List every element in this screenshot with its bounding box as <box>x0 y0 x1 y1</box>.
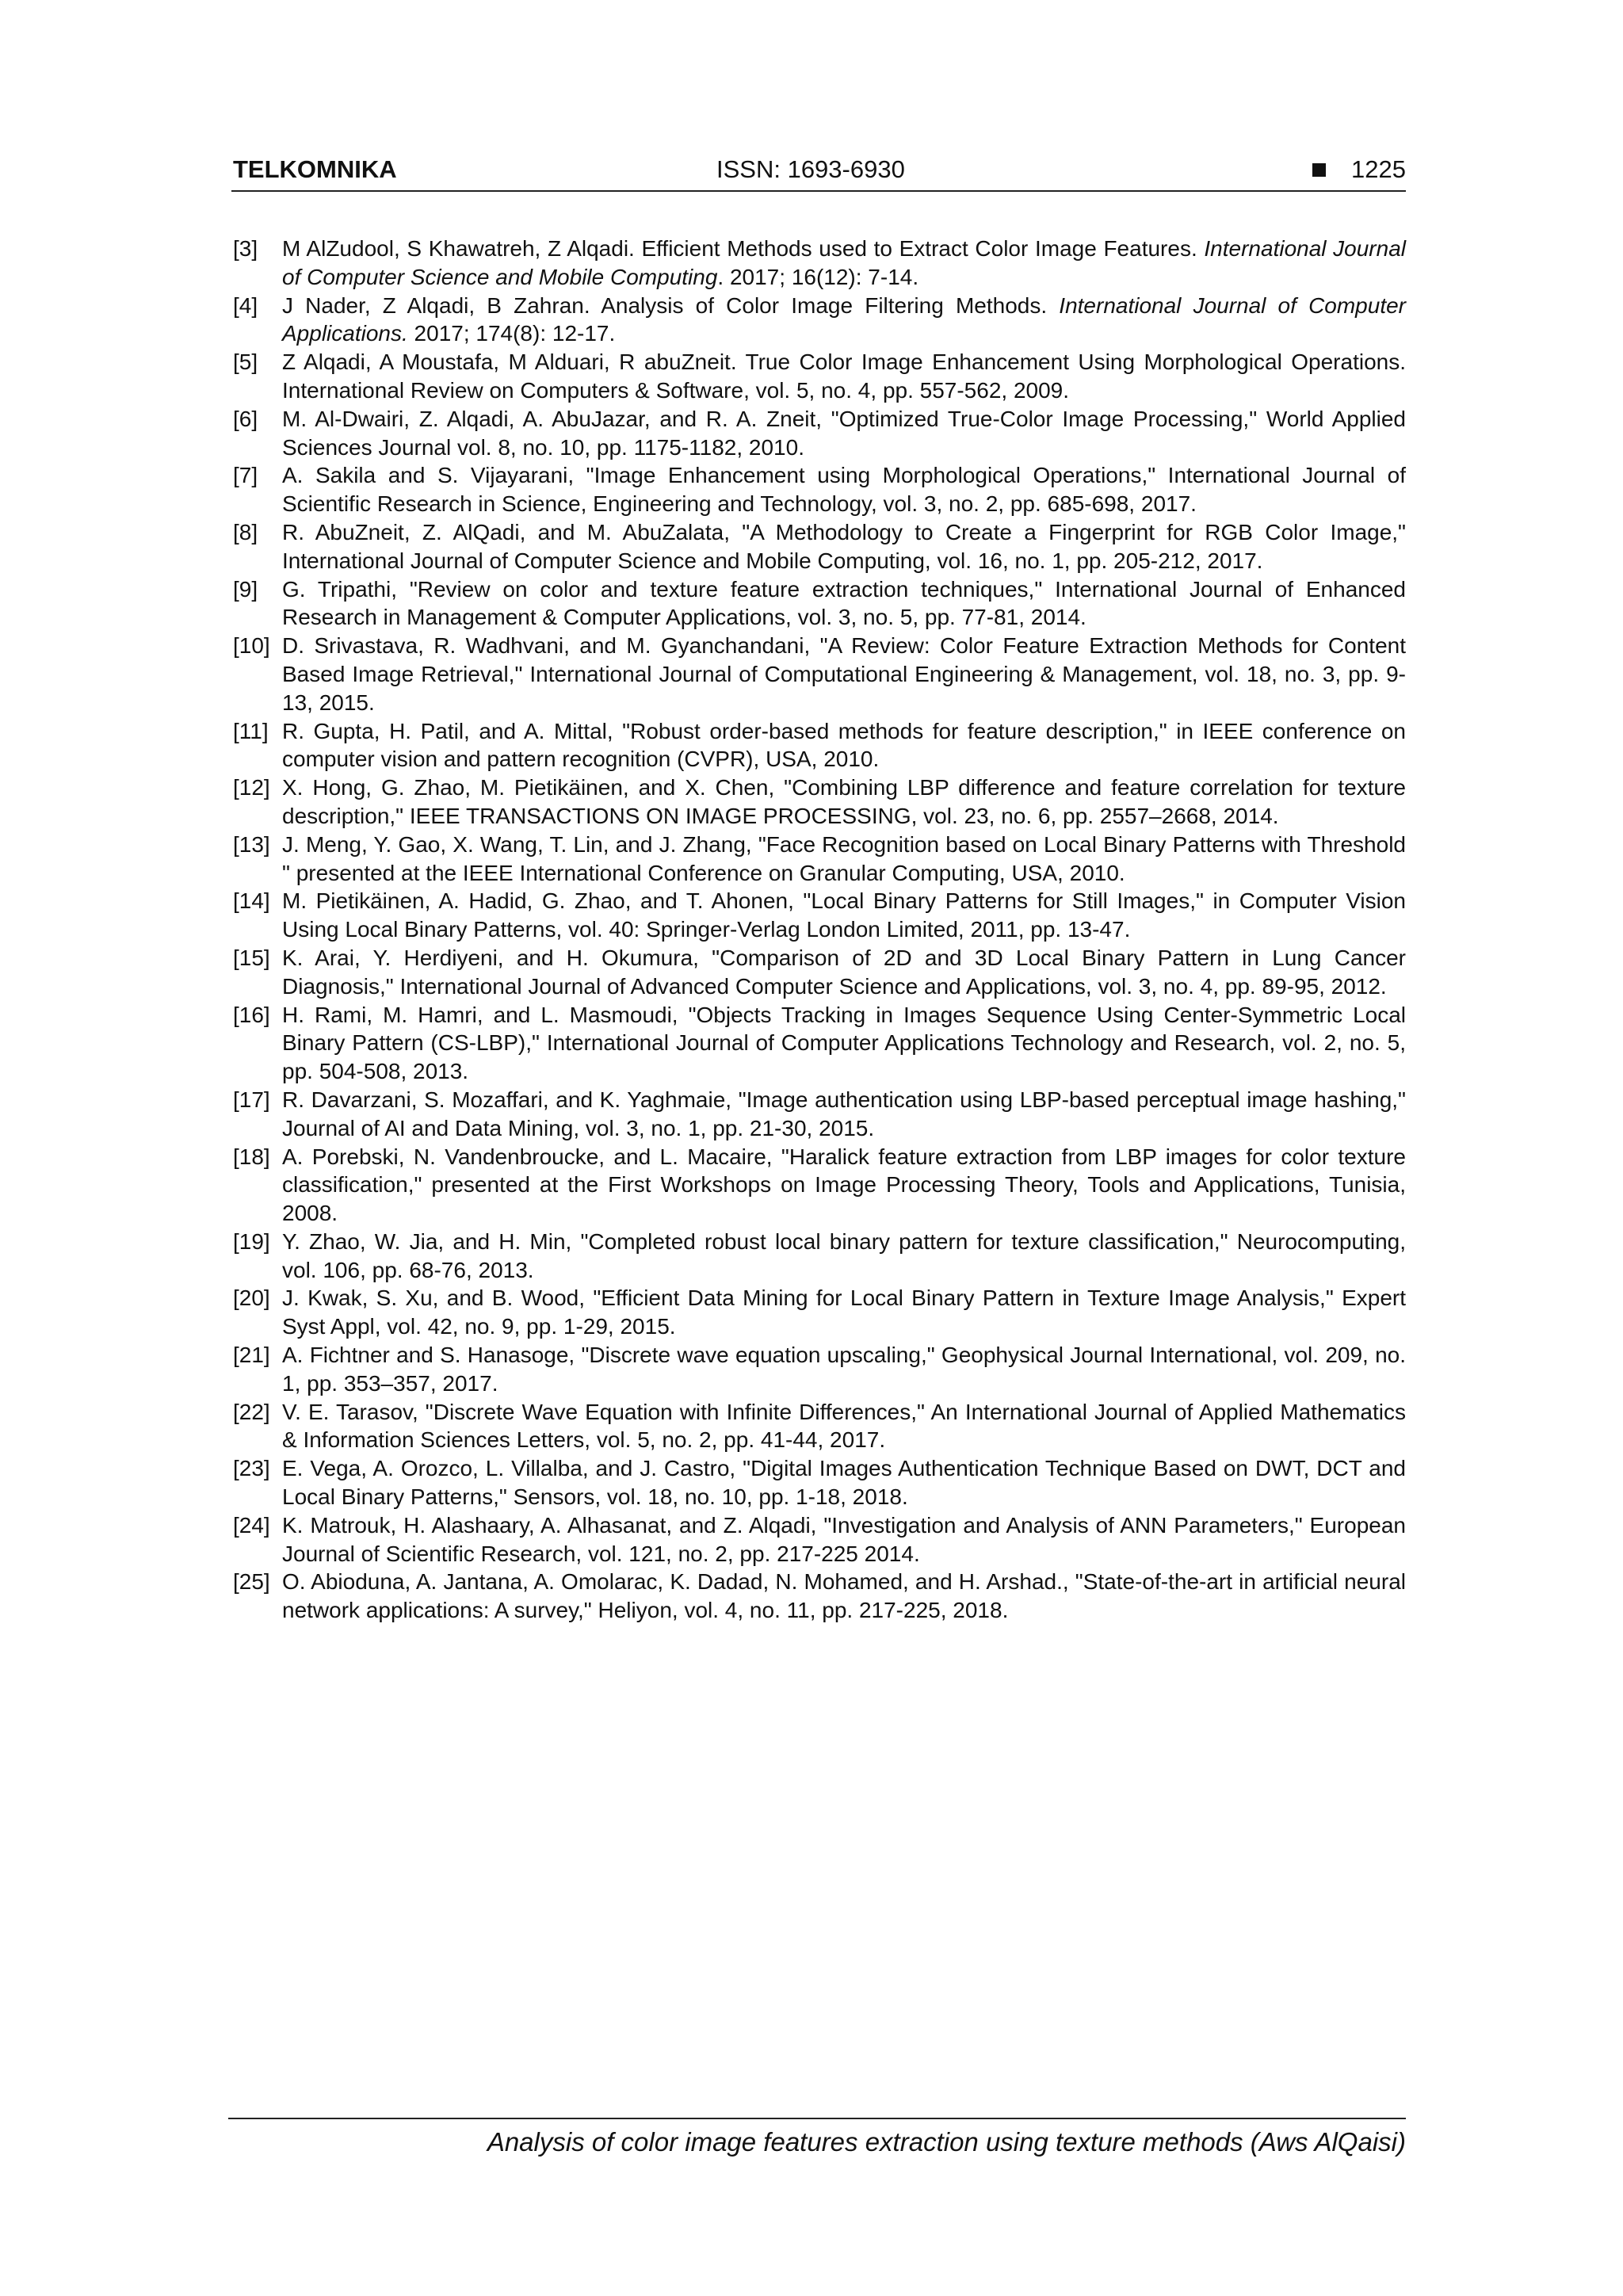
reference-text <box>282 518 1406 575</box>
reference-text-part: J Nader, Z Alqadi, B Zahran. Analysis of Color Image Filtering Methods. <box>282 292 1060 318</box>
reference-text <box>282 461 1406 518</box>
reference-item <box>233 405 1406 462</box>
reference-number: [11] <box>233 718 269 743</box>
reference-text <box>282 831 1406 888</box>
reference-text <box>282 632 1406 716</box>
reference-text-part: Y. Zhao, W. Jia, and H. Min, "Completed robust local binary pattern for texture classification," Neurocomputing, vol. 106, pp. 68-76, 2013. <box>282 1228 1406 1282</box>
reference-text-part: D. Srivastava, R. Wadhvani, and M. Gyanchandani, "A Review: Color Feature Extraction Methods for Content Based Image Retrieval," International Journal of Computational Engineering & Management, vol. 18, no. 3, pp. 9-13, 2015. <box>282 633 1406 715</box>
reference-text-part: E. Vega, A. Orozco, L. Villalba, and J. Castro, "Digital Images Authentication Technique Based on DWT, DCT and Local Binary Patterns," Sensors, vol. 18, no. 10, pp. 1-18, 2018. <box>282 1456 1406 1510</box>
reference-item <box>233 1398 1406 1455</box>
reference-text-part: M AlZudool, S Khawatreh, Z Alqadi. Efficient Methods used to Extract Color Image Features. <box>282 236 1205 261</box>
reference-text <box>282 1341 1406 1398</box>
journal-name: TELKOMNIKA <box>233 155 397 183</box>
reference-item <box>233 1341 1406 1398</box>
reference-text <box>282 717 1406 774</box>
reference-text-part: K. Arai, Y. Herdiyeni, and H. Okumura, "Comparison of 2D and 3D Local Binary Pattern in Lung Cancer Diagnosis," International Journal of Advanced Computer Science and Applications, vol. 3, no. 4, pp. 89-95, 2012. <box>282 945 1406 999</box>
reference-text <box>282 292 1406 349</box>
reference-text-part: R. AbuZneit, Z. AlQadi, and M. AbuZalata, "A Methodology to Create a Fingerprint for RGB Color Image," International Journal of Computer Science and Mobile Computing, vol. 16, no. 1, pp. 205-212, 2017. <box>282 519 1406 573</box>
reference-number: [15] <box>233 945 270 970</box>
square-bullet-icon <box>1312 163 1326 177</box>
reference-item <box>233 518 1406 575</box>
reference-item <box>233 944 1406 1001</box>
reference-item <box>233 1511 1406 1568</box>
reference-text-part: J. Kwak, S. Xu, and B. Wood, "Efficient Data Mining for Local Binary Pattern in Texture Image Analysis," Expert Syst Appl, vol. 42, no. 9, pp. 1-29, 2015. <box>282 1286 1406 1339</box>
reference-text <box>282 575 1406 632</box>
reference-number: [4] <box>233 292 258 318</box>
reference-item <box>233 235 1406 292</box>
reference-number: [13] <box>233 831 270 857</box>
reference-text <box>282 1398 1406 1455</box>
reference-number: [3] <box>233 236 258 261</box>
reference-text <box>282 1454 1406 1511</box>
reference-item <box>233 774 1406 831</box>
reference-text-part: V. E. Tarasov, "Discrete Wave Equation with Infinite Differences," An International Journal of Applied Mathematics & Information Sciences Letters, vol. 5, no. 2, pp. 41-44, 2017. <box>282 1399 1406 1453</box>
reference-number: [22] <box>233 1399 270 1424</box>
reference-item <box>233 461 1406 518</box>
reference-number: [17] <box>233 1087 270 1112</box>
reference-number: [25] <box>233 1569 270 1595</box>
reference-number: [14] <box>233 888 270 914</box>
reference-text-part: X. Hong, G. Zhao, M. Pietikäinen, and X. Chen, "Combining LBP difference and feature correlation for texture description," IEEE TRANSACTIONS ON IMAGE PROCESSING, vol. 23, no. 6, pp. 2557–2668, 2014. <box>282 775 1406 828</box>
reference-text-part: R. Davarzani, S. Mozaffari, and K. Yaghmaie, "Image authentication using LBP-based perceptual image hashing," Journal of AI and Data Mining, vol. 3, no. 1, pp. 21-30, 2015. <box>282 1087 1406 1140</box>
reference-text <box>282 1086 1406 1143</box>
reference-text-part: K. Matrouk, H. Alashaary, A. Alhasanat, and Z. Alqadi, "Investigation and Analysis of ANN Parameters," European Journal of Scientific Research, vol. 121, no. 2, pp. 217-225 2014. <box>282 1512 1406 1566</box>
reference-text <box>282 1568 1406 1625</box>
reference-item <box>233 632 1406 716</box>
reference-text <box>282 1284 1406 1341</box>
reference-item <box>233 887 1406 944</box>
reference-text-part: A. Porebski, N. Vandenbroucke, and L. Macaire, "Haralick feature extraction from LBP images for color texture classification," presented at the First Workshops on Image Processing Theory, Tools and Applications, Tunisia, 2008. <box>282 1144 1406 1226</box>
reference-number: [24] <box>233 1512 270 1538</box>
issn: ISSN: 1693-6930 <box>716 155 905 183</box>
reference-text <box>282 1143 1406 1228</box>
reference-number: [7] <box>233 463 258 488</box>
reference-number: [23] <box>233 1456 270 1481</box>
reference-item <box>233 1086 1406 1143</box>
reference-number: [19] <box>233 1228 270 1254</box>
reference-number: [12] <box>233 775 270 800</box>
reference-text-part: . 2017; 16(12): 7-14. <box>717 264 919 289</box>
reference-journal-italic: International Journal of Computer Applications. <box>282 292 1407 346</box>
reference-number: [10] <box>233 633 270 659</box>
reference-item <box>233 1568 1406 1625</box>
reference-text-part: A. Fichtner and S. Hanasoge, "Discrete wave equation upscaling," Geophysical Journal International, vol. 209, no. 1, pp. 353–357, 2017. <box>282 1343 1406 1396</box>
reference-item <box>233 831 1406 888</box>
reference-text <box>282 348 1406 405</box>
reference-number: [5] <box>233 350 258 375</box>
reference-number: [18] <box>233 1144 270 1169</box>
page-number-group <box>1312 155 1406 184</box>
reference-text-part: G. Tripathi, "Review on color and texture feature extraction techniques," International Journal of Enhanced Research in Management & Computer Applications, vol. 3, no. 5, pp. 77-81, 2014. <box>282 576 1406 630</box>
reference-text-part: 2017; 174(8): 12-17. <box>407 321 616 346</box>
reference-text <box>282 887 1406 944</box>
reference-text <box>282 1228 1406 1285</box>
page-header <box>231 155 1406 192</box>
reference-item <box>233 1143 1406 1228</box>
reference-number: [16] <box>233 1002 270 1027</box>
reference-number: [6] <box>233 406 258 431</box>
reference-text <box>282 774 1406 831</box>
reference-item <box>233 1228 1406 1285</box>
reference-number: [8] <box>233 519 258 544</box>
reference-item <box>233 348 1406 405</box>
footer-title: Analysis of color image features extraction using texture methods (Aws AlQaisi) <box>487 2127 1406 2157</box>
reference-number: [9] <box>233 576 258 602</box>
reference-text-part: Z Alqadi, A Moustafa, M Alduari, R abuZneit. True Color Image Enhancement Using Morphological Operations. International Review on Computers & Software, vol. 5, no. 4, pp. 557-562, 2009. <box>282 350 1406 403</box>
page-footer <box>228 2118 1406 2157</box>
reference-text <box>282 405 1406 462</box>
reference-text <box>282 235 1406 292</box>
reference-journal-italic: International Journal of Computer Science and Mobile Computing <box>282 236 1406 289</box>
reference-text <box>282 944 1406 1001</box>
reference-number: [21] <box>233 1343 270 1368</box>
reference-item <box>233 1284 1406 1341</box>
reference-text-part: R. Gupta, H. Patil, and A. Mittal, "Robust order-based methods for feature description," in IEEE conference on computer vision and pattern recognition (CVPR), USA, 2010. <box>282 718 1406 772</box>
reference-item <box>233 1454 1406 1511</box>
reference-text-part: M. Al-Dwairi, Z. Alqadi, A. AbuJazar, and R. A. Zneit, "Optimized True-Color Image Processing," World Applied Sciences Journal vol. 8, no. 10, pp. 1175-1182, 2010. <box>282 406 1406 460</box>
reference-item <box>233 1001 1406 1086</box>
reference-text-part: A. Sakila and S. Vijayarani, "Image Enhancement using Morphological Operations," International Journal of Scientific Research in Science, Engineering and Technology, vol. 3, no. 2, pp. 685-698, 2017. <box>282 463 1406 517</box>
reference-item <box>233 292 1406 349</box>
reference-number: [20] <box>233 1286 270 1311</box>
reference-item <box>233 717 1406 774</box>
reference-text-part: H. Rami, M. Hamri, and L. Masmoudi, "Objects Tracking in Images Sequence Using Center-Symmetric Local Binary Pattern (CS-LBP)," International Journal of Computer Applications Technology and Research, vol. 2, no. 5, pp. 504-508, 2013. <box>282 1002 1406 1084</box>
page-number: 1225 <box>1351 155 1406 183</box>
reference-text-part: M. Pietikäinen, A. Hadid, G. Zhao, and T. Ahonen, "Local Binary Patterns for Still Images," in Computer Vision Using Local Binary Patterns, vol. 40: Springer-Verlag London Limited, 2011, pp. 13-47. <box>282 888 1406 942</box>
reference-text <box>282 1511 1406 1568</box>
reference-text-part: J. Meng, Y. Gao, X. Wang, T. Lin, and J. Zhang, "Face Recognition based on Local Binary Patterns with Threshold " presented at the IEEE International Conference on Granular Computing, USA, 2010. <box>282 831 1406 885</box>
reference-item <box>233 575 1406 632</box>
reference-list <box>233 235 1406 1625</box>
reference-text-part: O. Abioduna, A. Jantana, A. Omolarac, K. Dadad, N. Mohamed, and H. Arshad., "State-of-the-art in artificial neural network applications: A survey," Heliyon, vol. 4, no. 11, pp. 217-225, 2018. <box>282 1569 1406 1623</box>
reference-text <box>282 1001 1406 1086</box>
